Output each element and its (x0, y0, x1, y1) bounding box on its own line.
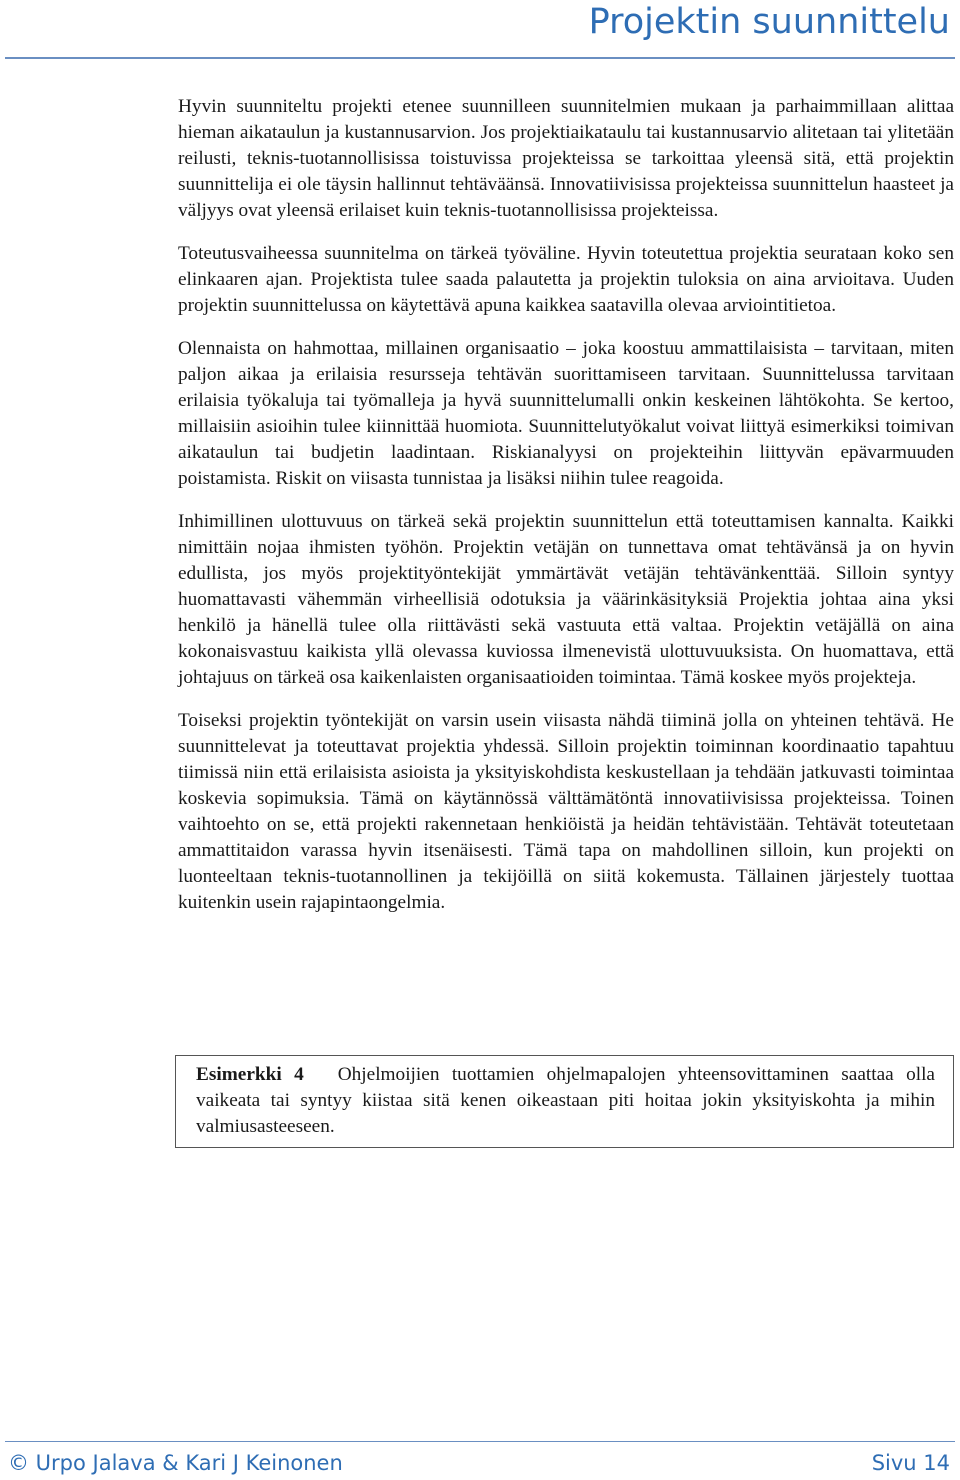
example-label: Esimerkki 4 (196, 1064, 304, 1085)
page-header (0, 0, 960, 62)
document-body (178, 94, 954, 933)
paragraph-1: Hyvin suunniteltu projekti etenee suunnilleen suunnitelmien mukaan ja parhaimmillaan alittaa hieman aikataulun ja kustannusarvion. Jos projektiaikataulu tai kustannusarvio alitetaan tai ylitetään reilusti, teknis-tuotannollisissa toistuvissa projekteissa se tarkoittaa yleensä sitä, että projektin suunnittelija ei ole täysin hallinnut tehtäväänsä. Innovatiivisissa projekteissa suunnittelun haasteet ja väljyys ovat yleensä erilaiset kuin teknis-tuotannollisissa projekteissa. (178, 96, 954, 221)
header-divider (5, 57, 955, 59)
page-title: Projektin suunnittelu (588, 2, 950, 42)
paragraph-2: Toteutusvaiheessa suunnitelma on tärkeä työväline. Hyvin toteutettua projektia seurataan koko sen elinkaaren ajan. Projektista tulee saada palautetta ja projektin tuloksia on aina arvioitava. Uuden projektin suunnittelussa on käytettävä apuna kaikkea saatavilla olevaa arviointitietoa. (178, 243, 954, 316)
paragraph-4: Inhimillinen ulottuvuus on tärkeä sekä projektin suunnittelun että toteuttamisen kannalta. Kaikki nimittäin nojaa ihmisten työhön. Projektin vetäjän on tunnettava omat tehtävänsä ja on hyvin edullista, jos myös projektityöntekijät ymmärtävät vetäjän tehtävänkenttää. Silloin syntyy huomattavasti vähemmän virheellisiä odotuksia ja väärinkäsityksiä Projektia johtaa aina yksi henkilö ja hänellä tulee olla riittävästi sekä vastuuta että valtaa. Projektin vetäjällä on aina kokonaisvastuu kaikista yllä olevassa kuviossa ilmenevistä ulottuvuuksista. On huomattava, että johtajuus on tärkeä osa kaikenlaisten organisaatioiden toimintaa. Tämä koskee myös projekteja. (178, 511, 954, 688)
footer-page-number: Sivu 14 (871, 1451, 950, 1475)
footer-authors: © Urpo Jalava & Kari J Keinonen (8, 1451, 343, 1475)
paragraph-5: Toiseksi projektin työntekijät on varsin usein viisasta nähdä tiiminä jolla on yhteinen tehtävä. He suunnittelevat ja toteuttavat projektia yhdessä. Silloin projektin toiminnan koordinaatio tapahtuu tiimissä niin että erilaisista asioista ja yksityiskohdista keskustellaan ja tehdään jatkuvasti toimintaa koskevia sopimuksia. Tämä on käytännössä välttämätöntä innovatiivisissa projekteissa. Toinen vaihtoehto on se, että projekti rakennetaan henkiöistä ja heidän tehtävistään. Tehtävät toteutetaan ammattitaidon varassa hyvin itsenäisesti. Tämä tapa on mahdollinen silloin, kun projekti on luonteeltaan teknis-tuotannollinen ja tekijöillä on siitä kokemusta. Tällainen järjestely tuottaa kuitenkin usein rajapintaongelmia. (178, 710, 954, 913)
paragraph-3: Olennaista on hahmottaa, millainen organisaatio – joka koostuu ammattilaisista – tarvitaan, miten paljon aikaa ja erilaisia resursseja tehtävän suorittamiseen tarvitaan. Suunnittelussa tarvitaan erilaisia työkaluja tai työmalleja ja hyvä suunnittelumalli onkin keskeinen lähtökohta. Se kertoo, millaisiin asioihin tulee kiinnittää huomiota. Suunnittelutyökalut voivat liittyä esimerkiksi toimivan aikataulun tai budjetin laadintaan. Riskianalyysi on projekteihin liittyvän epävarmuuden poistamista. Riskit on viisasta tunnistaa ja lisäksi niihin tulee reagoida. (178, 338, 954, 489)
page-footer (0, 1441, 960, 1480)
example-box (175, 1055, 954, 1148)
footer-divider (5, 1441, 955, 1442)
example-text: Ohjelmoijien tuottamien ohjelmapalojen yhteensovittaminen saattaa olla vaikeata tai syntyy kiistaa sitä kenen oikeastaan piti hoitaa jokin yksityiskohta ja mihin valmiusasteeseen. (196, 1064, 935, 1137)
